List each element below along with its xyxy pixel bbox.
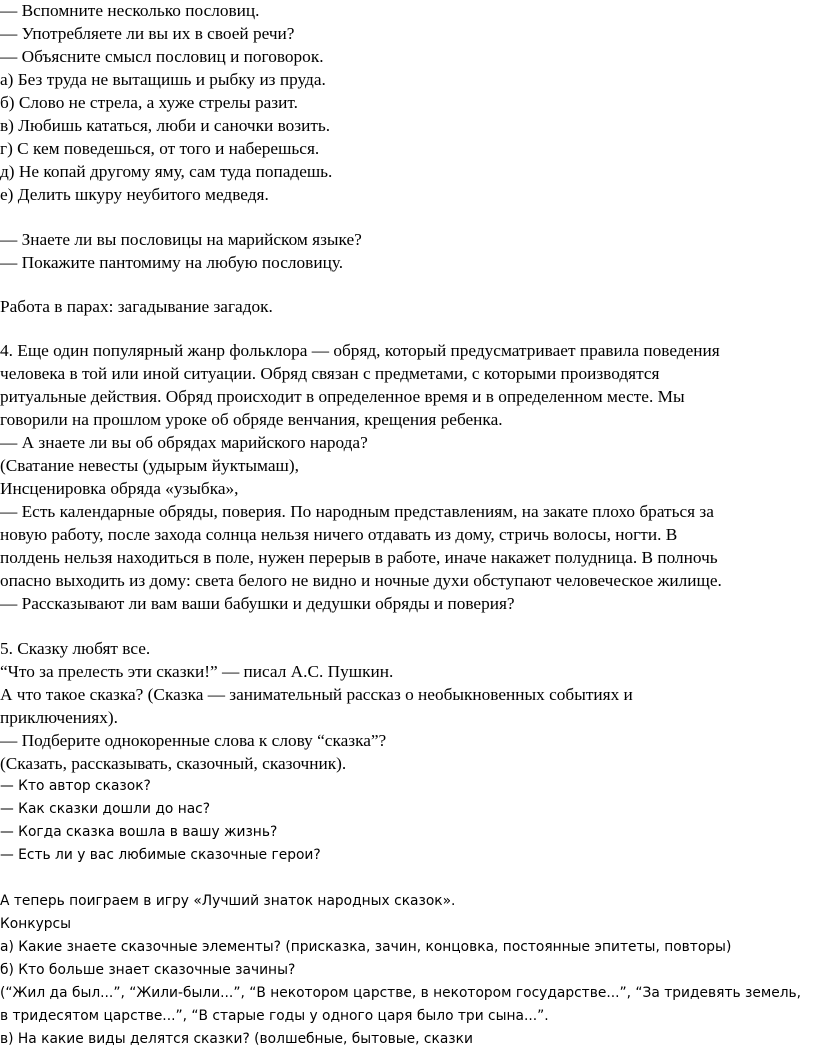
text-line: ритуальные действия. Обряд происходит в определенное время и в определенном месте. Мы (0, 387, 685, 406)
text-line: в тридесятом царстве...”, “В старые годы у одного царя было три сына...”. (0, 1008, 549, 1024)
text-line: опасно выходить из дому: света белого не видно и ночные духи обступают человеческое жилище. (0, 571, 722, 590)
text-line: — А знаете ли вы об обрядах марийского народа? (0, 433, 368, 452)
text-line: — Вспомните несколько пословиц. (0, 1, 260, 20)
text-line: (Сказать, рассказывать, сказочный, сказочник). (0, 754, 347, 773)
text-line: — Рассказывают ли вам ваши бабушки и дедушки обряды и поверия? (0, 594, 515, 613)
text-line: Конкурсы (0, 916, 71, 932)
text-line: говорили на прошлом уроке об обряде венчания, крещения ребенка. (0, 410, 503, 429)
text-line: — Знаете ли вы пословицы на марийском языке? (0, 230, 362, 249)
text-line: б) Кто больше знает сказочные зачины? (0, 962, 296, 978)
text-line: — Есть календарные обряды, поверия. По народным представлениям, на закате плохо браться за (0, 502, 714, 521)
text-line: — Когда сказка вошла в вашу жизнь? (0, 824, 278, 840)
text-line: полдень нельзя находиться в поле, нужен перерыв в работе, иначе накажет полудница. В полночь (0, 548, 718, 567)
text-line: а) Без труда не вытащишь и рыбку из пруда. (0, 70, 326, 89)
text-line: в) На какие виды делятся сказки? (волшебные, бытовые, сказки (0, 1031, 473, 1047)
text-line: в) Любишь кататься, люби и саночки возить. (0, 116, 331, 135)
text-line: д) Не копай другому яму, сам туда попадешь. (0, 162, 333, 181)
text-line: новую работу, после захода солнца нельзя ничего отдавать из дому, стричь волосы, ногти. В (0, 525, 678, 544)
text-line: а) Какие знаете сказочные элементы? (присказка, зачин, концовка, постоянные эпитеты, повторы) (0, 939, 732, 955)
text-line: приключениях). (0, 708, 118, 727)
text-line: (Сватание невесты (удырым йуктымаш), (0, 456, 299, 475)
text-line: — Подберите однокоренные слова к слову “сказка”? (0, 731, 387, 750)
text-line: г) С кем поведешься, от того и наберешься. (0, 139, 320, 158)
text-line: — Кто автор сказок? (0, 778, 151, 794)
text-line: (“Жил да был...”, “Жили-были...”, “В некотором царстве, в некотором государстве...”, “За тридевять земель, (0, 985, 802, 1001)
text-line: 5. Сказку любят все. (0, 639, 151, 658)
text-line: е) Делить шкуру неубитого медведя. (0, 185, 269, 204)
text-line: — Объясните смысл пословиц и поговорок. (0, 47, 324, 66)
text-line: б) Слово не стрела, а хуже стрелы разит. (0, 93, 298, 112)
text-line: — Покажите пантомиму на любую пословицу. (0, 253, 344, 272)
text-line: — Как сказки дошли до нас? (0, 801, 211, 817)
text-line: — Есть ли у вас любимые сказочные герои? (0, 847, 321, 863)
text-line: А теперь поиграем в игру «Лучший знаток народных сказок». (0, 893, 456, 909)
text-line: “Что за прелесть эти сказки!” — писал А.С. Пушкин. (0, 662, 394, 681)
text-line: Инсценировка обряда «узыбка», (0, 479, 239, 498)
text-line: А что такое сказка? (Сказка — занимательный рассказ о необыкновенных событиях и (0, 685, 633, 704)
text-line: человека в той или иной ситуации. Обряд связан с предметами, с которыми производятся (0, 364, 660, 383)
text-line: Работа в парах: загадывание загадок. (0, 297, 273, 316)
text-line: — Употребляете ли вы их в своей речи? (0, 24, 295, 43)
text-line: 4. Еще один популярный жанр фольклора — обряд, который предусматривает правила поведения (0, 341, 720, 360)
